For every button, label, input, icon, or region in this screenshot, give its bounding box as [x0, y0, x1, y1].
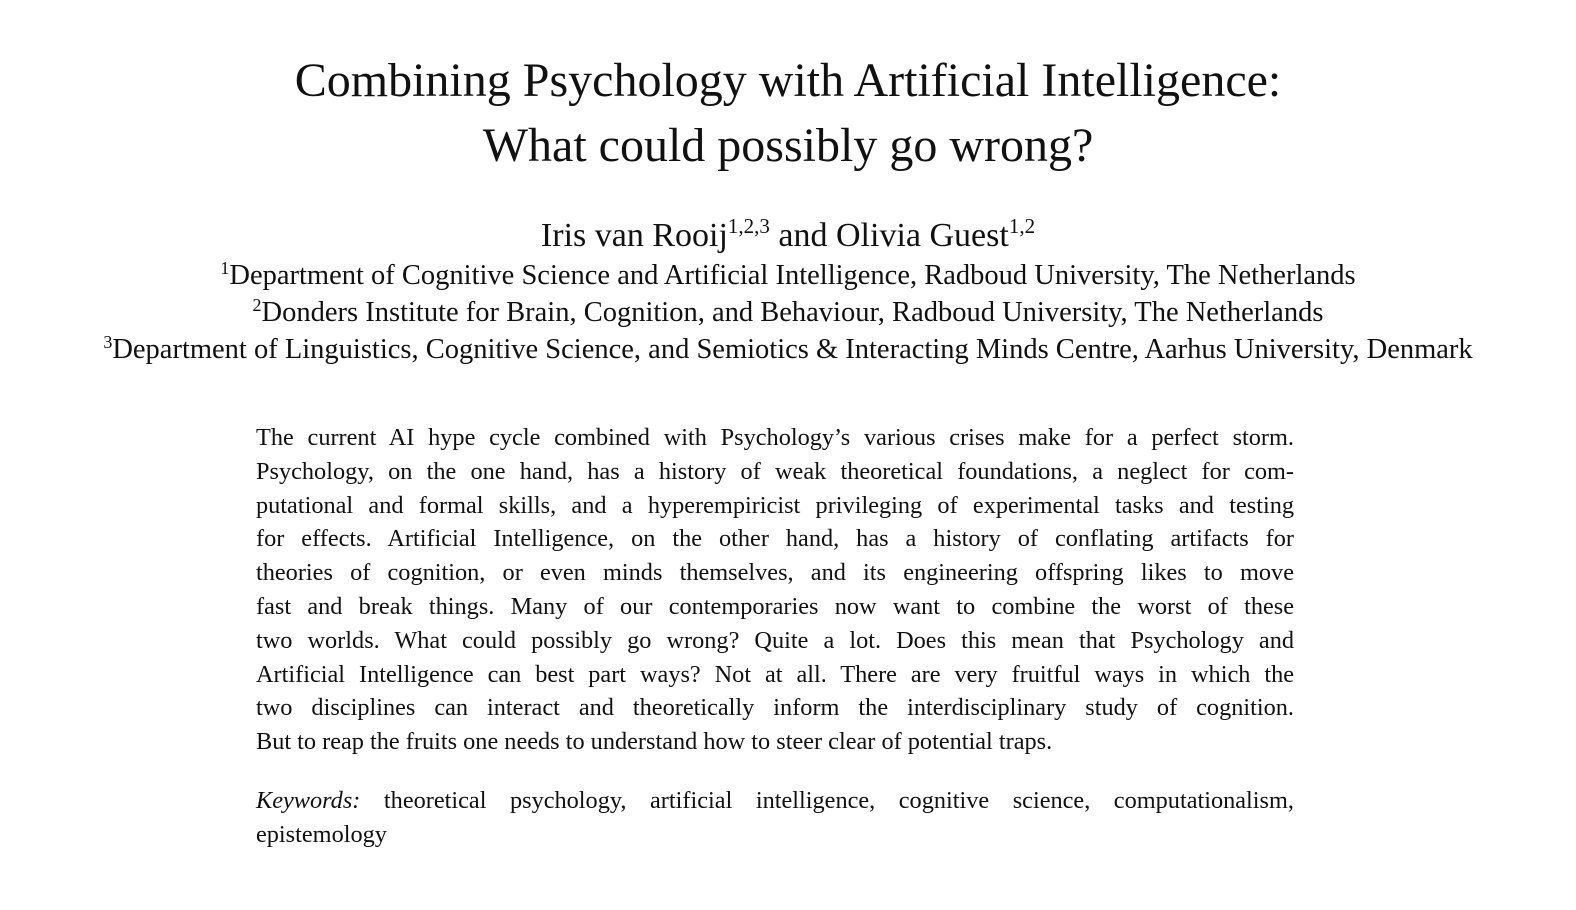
affiliation-number: 3 [103, 332, 113, 352]
abstract-line: Artificial Intelligence can best part ways? Not at all. There are very fruitful ways in which the [256, 660, 1294, 688]
abstract-line: putational and formal skills, and a hyperempiricist privileging of experimental tasks and testing [256, 491, 1294, 519]
affiliation [0, 294, 1576, 331]
paper-title [0, 48, 1576, 178]
keywords [256, 784, 1294, 852]
abstract-line: The current AI hype cycle combined with Psychology’s various crises make for a perfect storm. [256, 424, 1294, 451]
affiliation-number: 1 [220, 258, 230, 278]
keywords-line: epistemology [256, 820, 387, 848]
keywords-text: theoretical psychology, artificial intelligence, cognitive science, computationalism, [383, 787, 1294, 814]
abstract-line: fast and break things. Many of our contemporaries now want to combine the worst of these [256, 592, 1294, 620]
author-conjunction: and [769, 217, 836, 254]
author-list [0, 214, 1576, 258]
author-name: Iris van Rooij [540, 217, 728, 254]
title-line-2: What could possibly go wrong? [482, 119, 1094, 172]
affiliation [0, 331, 1576, 368]
abstract-line: Psychology, on the one hand, has a history of weak theoretical foundations, a neglect for com- [256, 457, 1294, 485]
author-name: Olivia Guest [836, 217, 1009, 254]
affiliation-text: Donders Institute for Brain, Cognition, and Behaviour, Radboud University, The Netherlands [261, 297, 1324, 328]
abstract-line: for effects. Artificial Intelligence, on the other hand, has a history of conflating artifacts for [256, 525, 1294, 553]
abstract [256, 421, 1294, 759]
affiliation-text: Department of Linguistics, Cognitive Science, and Semiotics & Interacting Minds Centre, Aarhus University, Denmark [112, 334, 1473, 365]
affiliation [0, 257, 1576, 294]
abstract-line: theories of cognition, or even minds themselves, and its engineering offspring likes to move [256, 559, 1294, 587]
title-line-1: Combining Psychology with Artificial Intelligence: [294, 54, 1282, 107]
keywords-line [256, 784, 1294, 818]
affiliation-text: Department of Cognitive Science and Artificial Intelligence, Radboud University, The Netherlands [229, 260, 1356, 291]
abstract-line: two worlds. What could possibly go wrong? Quite a lot. Does this mean that Psychology and [256, 626, 1294, 654]
affiliation-list [0, 257, 1576, 368]
affiliation-number: 2 [252, 295, 262, 315]
keywords-label: Keywords: [256, 787, 361, 814]
abstract-line: But to reap the fruits one needs to understand how to steer clear of potential traps. [256, 728, 1053, 756]
author-affiliation-marker: 1,2 [1008, 214, 1036, 238]
abstract-line: two disciplines can interact and theoretically inform the interdisciplinary study of cognition. [256, 694, 1294, 722]
author-affiliation-marker: 1,2,3 [727, 214, 770, 238]
